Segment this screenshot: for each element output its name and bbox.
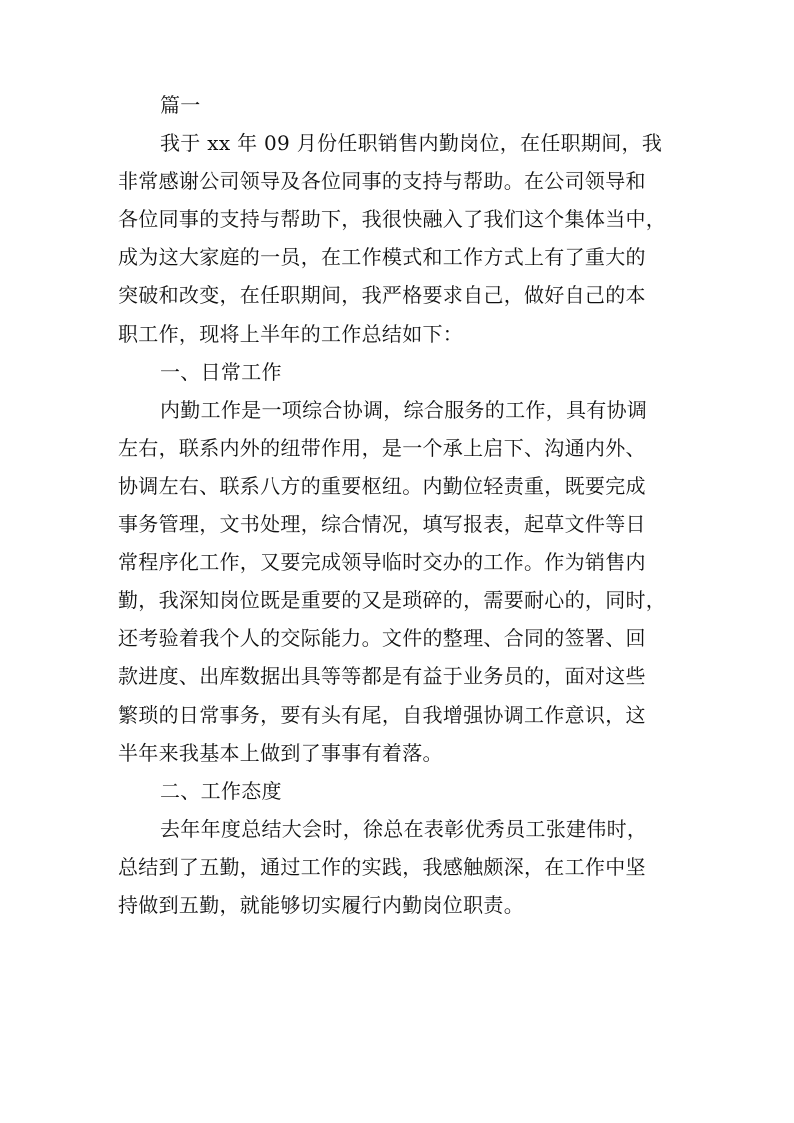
section-heading-daily-work: 一、日常工作 — [160, 359, 282, 384]
paragraph-line: 非常感谢公司领导及各位同事的支持与帮助。在公司领导和 — [118, 169, 646, 194]
paragraph-line: 突破和改变，在任职期间，我严格要求自己，做好自己的本 — [118, 283, 646, 308]
daily-work-paragraph — [118, 391, 678, 772]
paragraph-line: 协调左右、联系八方的重要枢纽。内勤位轻责重，既要完成 — [118, 473, 646, 498]
paragraph-line: 款进度、出库数据出具等等都是有益于业务员的，面对这些 — [118, 664, 646, 689]
paragraph-line: 繁琐的日常事务，要有头有尾，自我增强协调工作意识，这 — [118, 702, 646, 727]
document-title: 篇一 — [160, 93, 201, 117]
paragraph-line: 持做到五勤，就能够切实履行内勤岗位职责。 — [118, 892, 524, 917]
paragraph-line: 勤，我深知岗位既是重要的又是琐碎的，需要耐心的，同时， — [118, 588, 667, 613]
intro-paragraph — [118, 124, 678, 353]
paragraph-line: 半年来我基本上做到了事事有着落。 — [118, 740, 443, 765]
paragraph-line: 各位同事的支持与帮助下，我很快融入了我们这个集体当中， — [118, 207, 667, 232]
section-heading-work-attitude: 二、工作态度 — [160, 778, 282, 803]
paragraph-line: 常程序化工作，又要完成领导临时交办的工作。作为销售内 — [118, 550, 646, 575]
document-page — [118, 86, 678, 924]
paragraph-line: 我于 xx 年 09 月份任职销售内勤岗位，在任职期间，我 — [160, 131, 663, 156]
work-attitude-paragraph — [118, 810, 678, 924]
paragraph-line: 去年年度总结大会时，徐总在表彰优秀员工张建伟时， — [160, 816, 648, 841]
paragraph-line: 职工作，现将上半年的工作总结如下： — [118, 321, 464, 346]
paragraph-line: 总结到了五勤，通过工作的实践，我感触颇深，在工作中坚 — [118, 854, 646, 879]
paragraph-line: 左右，联系内外的纽带作用，是一个承上启下、沟通内外、 — [118, 435, 646, 460]
paragraph-line: 事务管理，文书处理，综合情况，填写报表，起草文件等日 — [118, 512, 646, 537]
paragraph-line: 成为这大家庭的一员，在工作模式和工作方式上有了重大的 — [118, 245, 646, 270]
paragraph-line: 内勤工作是一项综合协调，综合服务的工作，具有协调 — [160, 397, 648, 422]
paragraph-line: 还考验着我个人的交际能力。文件的整理、合同的签署、回 — [118, 626, 646, 651]
